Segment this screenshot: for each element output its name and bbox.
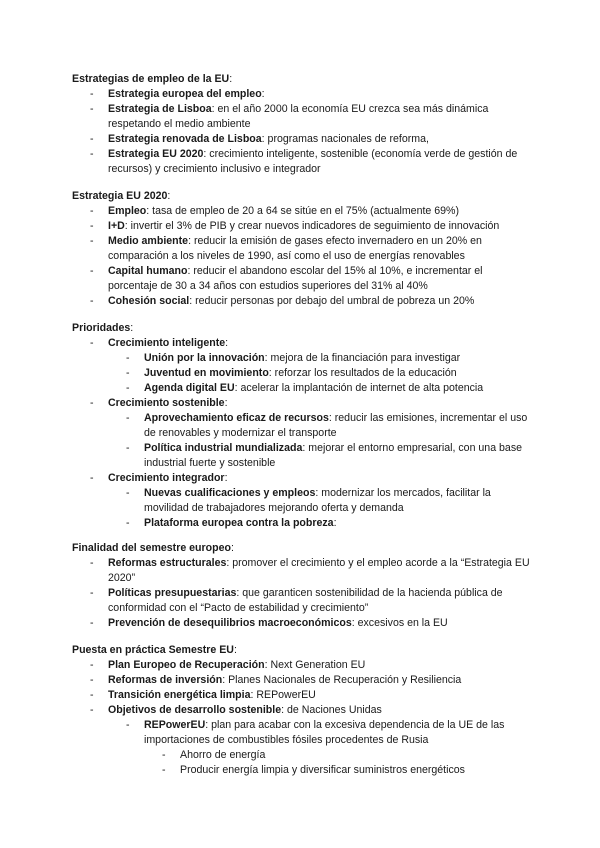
list-item: - Estrategia europea del empleo:	[90, 88, 265, 100]
list-item: - Ahorro de energía	[162, 749, 266, 761]
list-item: - Reformas estructurales: promover el crecimiento y el empleo acorde a la “Estrategia EU 2020”	[90, 557, 530, 584]
section-heading: Puesta en práctica Semestre EU:	[72, 644, 237, 656]
list-item: - Nuevas cualificaciones y empleos: modernizar los mercados, facilitar la movilidad de trabajadores mejorando oferta y demanda	[126, 487, 491, 514]
list-item: - Política industrial mundializada: mejorar el entorno empresarial, con una base industrial fuerte y sostenible	[126, 442, 523, 469]
list-item: - Crecimiento integrador:	[90, 472, 228, 484]
list-item: - Estrategia EU 2020: crecimiento inteligente, sostenible (economía verde de gestión de recursos) y crecimiento inclusivo e integrador	[90, 148, 518, 175]
list-item: - Capital humano: reducir el abandono escolar del 15% al 10%, e incrementar el porcentaje de 30 a 34 años con estudios superiores del 31% al 40%	[90, 265, 483, 292]
list-item: - Políticas presupuestarias: que garanticen sostenibilidad de la hacienda pública de conformidad con el “Pacto de estabilidad y crecimiento”	[90, 587, 503, 614]
list-item: - Juventud en movimiento: reforzar los resultados de la educación	[126, 367, 457, 379]
section-prioridades	[72, 321, 532, 531]
section-heading: Finalidad del semestre europeo:	[72, 542, 234, 554]
list-item: - Agenda digital EU: acelerar la implantación de internet de alta potencia	[126, 382, 484, 394]
list-item: - Objetivos de desarrollo sostenible: de Naciones Unidas	[90, 704, 382, 716]
list-item: - Estrategia renovada de Lisboa: programas nacionales de reforma,	[90, 133, 429, 145]
list-item: - Producir energía limpia y diversificar suministros energéticos	[162, 764, 465, 776]
list-item: - I+D: invertir el 3% de PIB y crear nuevos indicadores de seguimiento de innovación	[90, 220, 500, 232]
list-item: - Unión por la innovación: mejora de la financiación para investigar	[126, 352, 461, 364]
section-heading: Prioridades:	[72, 322, 134, 334]
section-heading: Estrategias de empleo de la EU:	[72, 73, 233, 85]
list-item: - Plan Europeo de Recuperación: Next Generation EU	[90, 659, 366, 671]
list-item: - Crecimiento sostenible:	[90, 397, 228, 409]
list-item: - Medio ambiente: reducir la emisión de gases efecto invernadero en un 20% en comparación a los niveles de 1990, así como el uso de energías renovables	[90, 235, 482, 262]
section-heading: Estrategia EU 2020:	[72, 190, 171, 202]
list-item: - Empleo: tasa de empleo de 20 a 64 se sitúe en el 75% (actualmente 69%)	[90, 205, 459, 217]
list-item: - Crecimiento inteligente:	[90, 337, 229, 349]
list-item: - Cohesión social: reducir personas por debajo del umbral de pobreza un 20%	[90, 295, 475, 307]
list-item: - Plataforma europea contra la pobreza:	[126, 517, 337, 529]
section-puesta-en-practica	[72, 643, 532, 778]
section-finalidad-semestre	[72, 541, 532, 631]
list-item: - Aprovechamiento eficaz de recursos: reducir las emisiones, incrementar el uso de renovables y modernizar el transporte	[126, 412, 528, 439]
section-estrategias-empleo	[72, 72, 532, 177]
list-item: - Transición energética limpia: REPowerEU	[90, 689, 316, 701]
list-item: - Reformas de inversión: Planes Nacionales de Recuperación y Resiliencia	[90, 674, 462, 686]
list-item: - REPowerEU: plan para acabar con la excesiva dependencia de la UE de las importaciones de combustibles fósiles procedentes de Rusia	[126, 719, 505, 746]
list-item: - Estrategia de Lisboa: en el año 2000 la economía EU crezca sea más dinámica respetando el medio ambiente	[90, 103, 489, 130]
list-item: - Prevención de desequilibrios macroeconómicos: excesivos en la EU	[90, 617, 448, 629]
section-estrategia-eu-2020	[72, 189, 532, 309]
